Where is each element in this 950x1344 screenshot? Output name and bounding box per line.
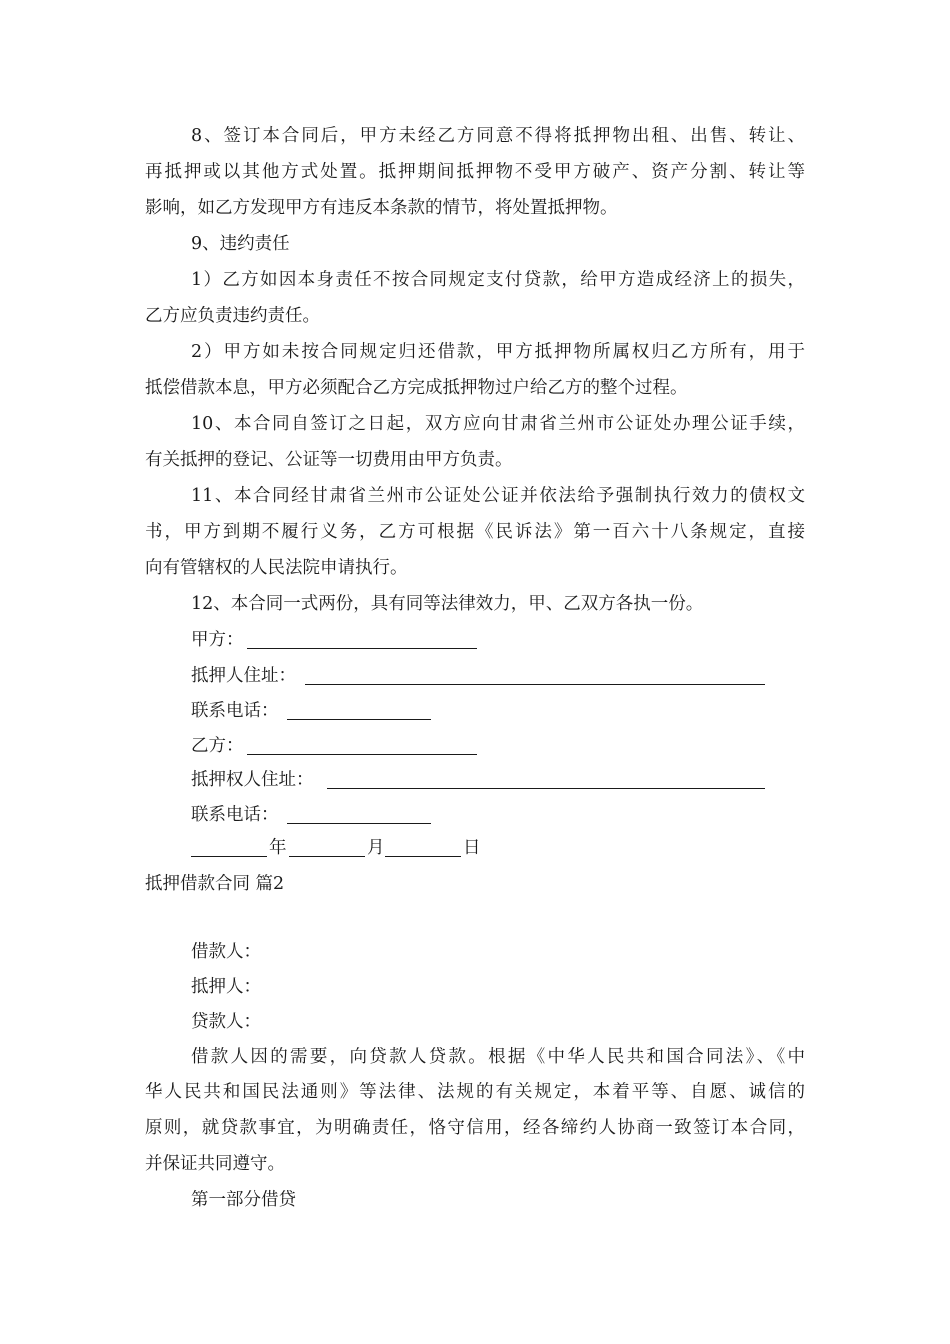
clause-10-line-2: 有关抵押的登记、公证等一切费用由甲方负责。 <box>145 450 513 470</box>
phone-a-label: 联系电话： <box>191 701 279 721</box>
party-b-blank[interactable] <box>247 754 477 755</box>
party-a-blank[interactable] <box>247 648 477 649</box>
clause-10-line-1: 10、本合同自签订之日起，双方应向甘肃省兰州市公证处办理公证手续， <box>191 414 805 434</box>
part-1-heading: 第一部分借贷 <box>191 1190 296 1210</box>
clause-9-item-1-line-1: 1）乙方如因本身责任不按合同规定支付贷款，给甲方造成经济上的损失， <box>191 270 805 290</box>
clause-8-line-3: 影响，如乙方发现甲方有违反本条款的情节，将处置抵押物。 <box>145 198 618 218</box>
mortgagee-address-blank[interactable] <box>327 788 765 789</box>
intro-line-1: 借款人因的需要，向贷款人贷款。根据《中华人民共和国合同法》、《中 <box>191 1047 805 1067</box>
clause-8-line-2: 再抵押或以其他方式处置。抵押期间抵押物不受甲方破产、资产分割、转让等 <box>145 162 805 182</box>
phone-b-blank[interactable] <box>287 823 431 824</box>
clause-12-line-1: 12、本合同一式两份，具有同等法律效力，甲、乙双方各执一份。 <box>191 594 704 614</box>
clause-11-line-2: 书，甲方到期不履行义务，乙方可根据《民诉法》第一百六十八条规定，直接 <box>145 522 805 542</box>
clause-11-line-3: 向有管辖权的人民法院申请执行。 <box>145 558 408 578</box>
intro-line-2: 华人民共和国民法通则》等法律、法规的有关规定，本着平等、自愿、诚信的 <box>145 1082 805 1102</box>
party-b-label: 乙方： <box>191 736 244 756</box>
mortgagor-label: 抵押人： <box>191 977 261 997</box>
clause-9-item-1-line-2: 乙方应负责违约责任。 <box>145 306 320 326</box>
day-blank[interactable] <box>385 856 461 857</box>
clause-9-title: 9、违约责任 <box>191 234 290 254</box>
phone-b-label: 联系电话： <box>191 805 279 825</box>
mortgagor-address-label: 抵押人住址： <box>191 666 296 686</box>
borrower-label: 借款人： <box>191 942 261 962</box>
month-blank[interactable] <box>289 856 365 857</box>
clause-8-line-1: 8、签订本合同后，甲方未经乙方同意不得将抵押物出租、出售、转让、 <box>191 126 805 146</box>
day-label: 日 <box>463 838 481 858</box>
intro-line-3: 原则，就贷款事宜，为明确责任，恪守信用，经各缔约人协商一致签订本合同， <box>145 1118 805 1138</box>
section-2-heading: 抵押借款合同 篇2 <box>145 874 285 894</box>
clause-9-item-2-line-1: 2）甲方如未按合同规定归还借款，甲方抵押物所属权归乙方所有，用于 <box>191 342 805 362</box>
phone-a-blank[interactable] <box>287 719 431 720</box>
clause-9-item-2-line-2: 抵偿借款本息，甲方必须配合乙方完成抵押物过户给乙方的整个过程。 <box>145 378 688 398</box>
year-label: 年 <box>269 838 287 858</box>
clause-11-line-1: 11、本合同经甘肃省兰州市公证处公证并依法给予强制执行效力的债权文 <box>191 486 805 506</box>
month-label: 月 <box>367 838 385 858</box>
party-a-label: 甲方： <box>191 630 244 650</box>
year-blank[interactable] <box>191 856 267 857</box>
lender-label: 贷款人： <box>191 1012 261 1032</box>
mortgagee-address-label: 抵押权人住址： <box>191 770 314 790</box>
mortgagor-address-blank[interactable] <box>305 684 765 685</box>
intro-line-4: 并保证共同遵守。 <box>145 1154 285 1174</box>
